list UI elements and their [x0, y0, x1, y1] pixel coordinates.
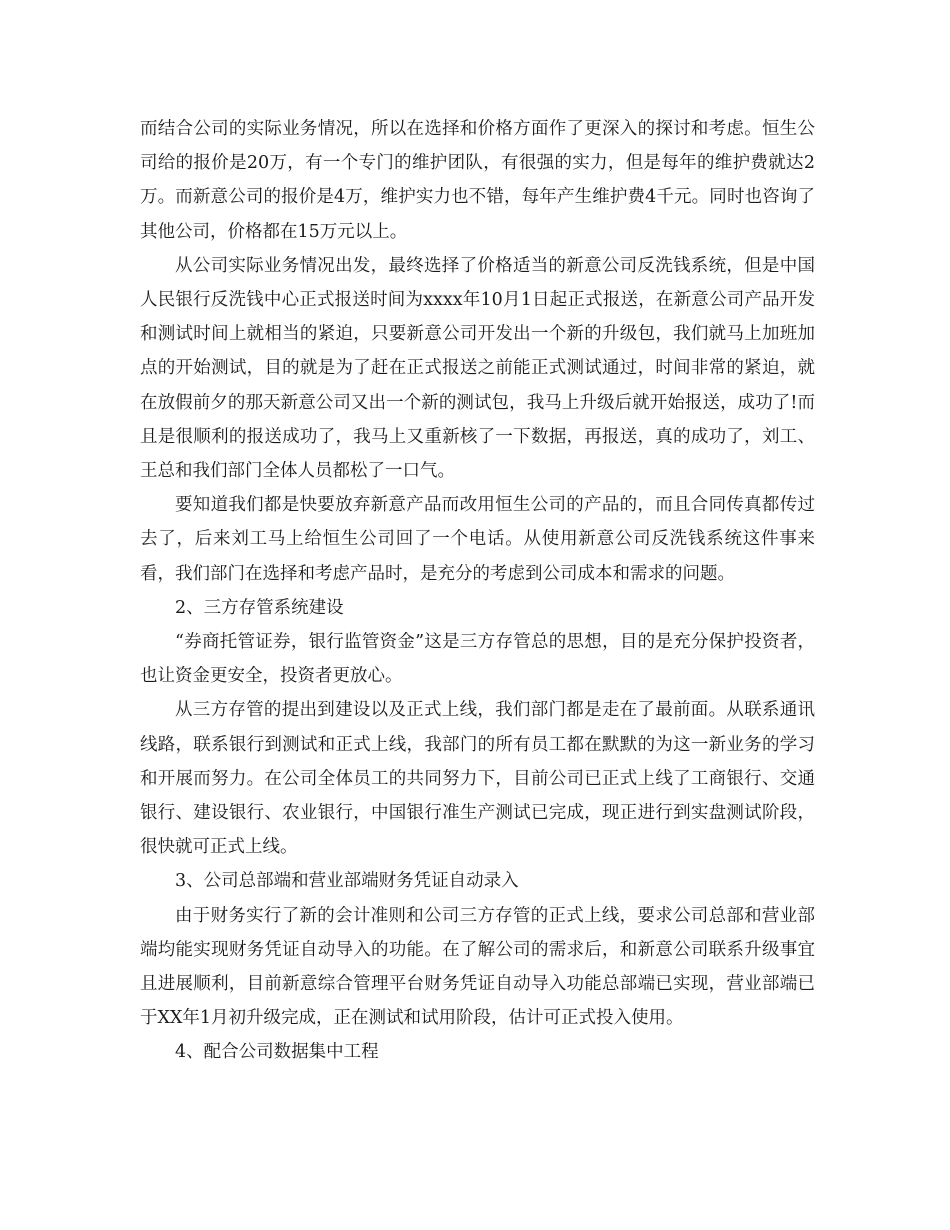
paragraph-decision-reflection: 要知道我们都是快要放弃新意产品而改用恒生公司的产品的，而且合同传真都传过去了，后来刘工马上给恒生公司回了一个电话。从使用新意公司反洗钱系统这件事来看，我们部门在选择和考虑产品时，是充分的考虑到公司成本和需求的问题。	[140, 495, 815, 584]
paragraph-custody-principle: “券商托管证券，银行监管资金”这是三方存管总的思想，目的是充分保护投资者，也让资金更安全，投资者更放心。	[140, 632, 815, 687]
paragraph-system-selection: 从公司实际业务情况出发，最终选择了价格适当的新意公司反洗钱系统，但是中国人民银行反洗钱中心正式报送时间为xxxx年10月1日起正式报送，在新意公司产品开发和测试时间上就相当的紧迫，只要新意公司开发出一个新的升级包，我们就马上加班加点的开始测试，目的就是为了赶在正式报送之前能正式测试通过，时间非常的紧迫，就在放假前夕的那天新意公司又出一个新的测试包，我马上升级后就开始报送，成功了!而且是很顺利的报送成功了，我马上又重新核了一下数据，再报送，真的成功了，刘工、王总和我们部门全体人员都松了一口气。	[140, 255, 815, 482]
section-heading-data-centralization: 4、配合公司数据集中工程	[175, 1042, 379, 1063]
document-body	[140, 112, 815, 1070]
section-heading-voucher-import: 3、公司总部端和营业部端财务凭证自动录入	[175, 871, 519, 892]
section-heading-third-party-custody: 2、三方存管系统建设	[175, 597, 344, 618]
paragraph-quotes-comparison: 而结合公司的实际业务情况，所以在选择和价格方面作了更深入的探讨和考虑。恒生公司给的报价是20万，有一个专门的维护团队，有很强的实力，但是每年的维护费就达2万。而新意公司的报价是4万，维护实力也不错，每年产生维护费4千元。同时也咨询了其他公司，价格都在15万元以上。	[140, 119, 815, 242]
paragraph-custody-progress: 从三方存管的提出到建设以及正式上线，我们部门都是走在了最前面。从联系通讯线路，联系银行到测试和正式上线，我部门的所有员工都在默默的为这一新业务的学习和开展而努力。在公司全体员工的共同努力下，目前公司已正式上线了工商银行、交通银行、建设银行、农业银行，中国银行准生产测试已完成，现正进行到实盘测试阶段，很快就可正式上线。	[140, 700, 815, 858]
paragraph-voucher-import: 由于财务实行了新的会计准则和公司三方存管的正式上线，要求公司总部和营业部端均能实现财务凭证自动导入的功能。在了解公司的需求后，和新意公司联系升级事宜且进展顺利，目前新意综合管理平台财务凭证自动导入功能总部端已实现，营业部端已于XX年1月初升级完成，正在测试和试用阶段，估计可正式投入使用。	[140, 905, 815, 1029]
